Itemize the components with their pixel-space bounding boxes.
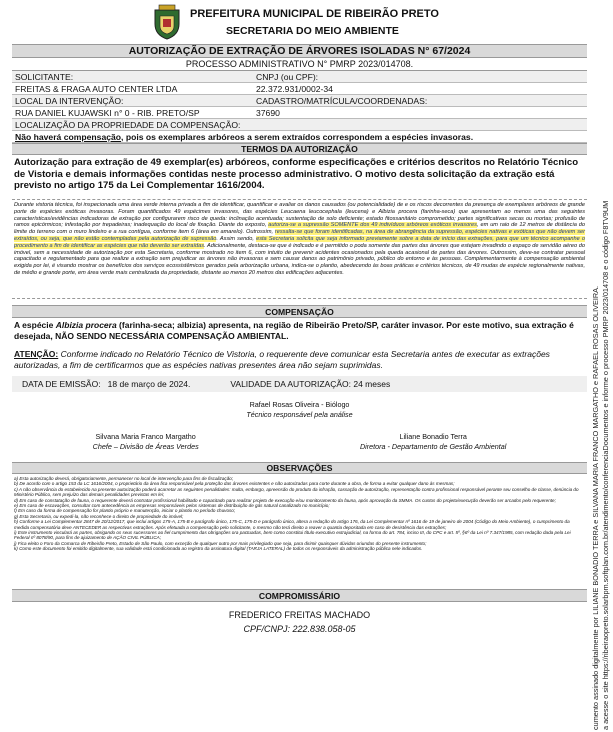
vistoria-text-4: . Adicionalmente, destaca-se que é indicado e é permitido o poda somente das partes das árvores que estejam invadindo o espaço de servidão aéreo do imóvel, sem a necessidade de autorização por esta Secretaria, conforme mostrado no item 6, com intuito de prevenir acidentes ocasionados pela queda acasional de partes das árvores. Outrossim, deve-se contratar pessoal capacitado e regulamentado para que realize a extração sem prejudicar as árvores não invasoras e sem causar danos ao patrimônio privado, público do entorno e às pessoas. Complementarmente à compensação ambiental exigida por lei, é visando mostrar os benefícios dos serviços ecossistêmicos gerados pela arborização urbana, indica-se o plantio, abedecendo às boas práticas e critérios técnicos, de 49 mudas de espécie regionalmente nativas, de médio e grande porte, em área verde mais centralizada da propriedade, distante ao menos 20 metros das edificações adjacentes. — [14, 242, 585, 276]
nao-havera-text — [12, 131, 473, 142]
vistoria-text-1: Durante vistoria técnica, foi inspecionada uma área verde interna privada a fim de identificar, quantificar e avaliar os danos causados (ou potencialidade) de e os riscos decorrentes da presença de exemplares arbóreos de grande porte de espécies exóticas invasoras. Foram quantificados 49 espécimes invasores, das espécies Leucaena leucocephala (leucena) e Albizia procera (farinha-seca) que apresentam ao menos uma das seguintes características/evidências indicadoras de extração por configurarem risco de queda: inclinação acentuada; sustentação de solo deficiente; estado fitossanitário comprometido; partes significativas secas ou mortas; profusão de ramos epicórmicos; infestação por trepadeiras; inadequação do local de fixação. Diante do exposto, — [14, 202, 585, 229]
solicitante-value: FREITAS & FRAGA AUTO CENTER LTDA — [15, 84, 178, 94]
solicitante-label: SOLICITANTE: — [15, 72, 74, 82]
technician-signature — [12, 400, 587, 426]
compensacao-pre: A espécie — [14, 320, 56, 330]
chief-name: Silvana Maria Franco Margatho — [95, 432, 196, 441]
localizacao-row — [12, 119, 587, 131]
director-role: Diretora - Departamento de Gestão Ambiental — [359, 442, 507, 451]
atencao-label: ATENÇÃO: — [14, 349, 59, 359]
observacao-item: j) Fica eleito o Foro da Comarca de Ribeirão Preto, Estado de São Paulo, com exceção de qualquer outro por mais privilegiado que seja, para dirimir quaisquer dúvidas oriundas do presente instrumento; — [14, 540, 427, 546]
chief-role: Chefe – Divisão de Áreas Verdes — [92, 442, 199, 451]
localizacao-label: LOCALIZAÇÃO DA PROPRIEDADE DA COMPENSAÇÃO: — [15, 120, 241, 130]
document-page — [12, 4, 587, 730]
emissao — [22, 379, 190, 389]
cadastro-value: 37690 — [256, 108, 280, 118]
dates-row — [12, 376, 587, 392]
director-signature — [360, 432, 506, 462]
compensacao-species: Albizia procera — [55, 320, 117, 330]
secretaria-title: SECRETARIA DO MEIO AMBIENTE — [226, 25, 399, 37]
side-text-signers: cumento assinado digitalmente por LILIANE BONADIO TERRA e SILVANA MARIA FRANCO MARGATHO e RAFAEL ROSAS OLIVEIRA. — [591, 285, 600, 730]
vistoria-text-3: . Assim sendo, — [216, 235, 254, 242]
local-value-row — [12, 107, 587, 119]
solicitante-header-row — [12, 71, 587, 83]
prefeitura-title: PREFEITURA MUNICIPAL DE RIBEIRÃO PRETO — [190, 8, 439, 20]
compromissario-title: COMPROMISSÁRIO — [12, 589, 587, 602]
observacao-item: h) Conforme a Lei Complementar 2847 de 20/12/2017, que inclui artigos 175-A, 175-B e parágrafo único, 175-C, 175-D e parágrafo único, altera a redação do artigo 176, da Lei Complementar nº 1616 de 19 de janeiro de 2004 (Código do Meio Ambiente), o cumprimento da medida compensatória deve ANTECEDER as respectivas extrações. Após efetuada a compensação pelo solicitante, o mesmo não terá direito a reaver a quantia depositada em caso de desistência das extrações; — [14, 519, 570, 530]
compensacao-post: (farinha-seca; albizia) apresenta, na região de Ribeirão Preto/SP, caráter invasor. Por este motivo, sua extração é desejada, NÃO SENDO NECESSÁRIA COMPENSAÇÃO AMBIENTAL. — [14, 320, 574, 341]
observacao-item: b) De acordo com o artigo 153 da LC 1616/2004, o proprietário da área fica responsável pela proteção das árvores existentes e não autorizadas para corte durante a obra, de forma a evitar qualquer dano às mesmas; — [14, 481, 455, 487]
digital-signature-strip — [591, 0, 610, 732]
local-value: RUA DANIEL KUJAWSKI n° 0 - RIB. PRETO/SP — [15, 108, 200, 118]
cadastro-label: CADASTRO/MATRÍCULA/COORDENADAS: — [256, 96, 428, 106]
technician-role: Técnico responsável pela análise — [246, 410, 353, 419]
compromissario-cpf: CPF/CNPJ: 222.838.058-05 — [243, 624, 356, 634]
vistoria-paragraph — [12, 200, 587, 279]
observacao-item: k) Como este documento foi emitido digitalmente, sua validade está condicionada ao registro da assinatura digital (TARJA LATERAL) de todos os responsáveis da administração pública nele indicados. — [14, 546, 423, 552]
observacao-item: a) Esta autorização deverá, obrigatoriamente, permanecer no local de intervenção para fins de fiscalização; — [14, 476, 234, 481]
technician-name: Rafael Rosas Oliveira - Biólogo — [249, 400, 350, 409]
solicitante-value-row — [12, 83, 587, 95]
atencao-text — [12, 347, 587, 373]
compensacao-text — [12, 318, 587, 344]
coat-of-arms-icon — [152, 4, 182, 40]
cnpj-value: 22.372.931/0002-34 — [256, 84, 333, 94]
compromissario-name: FREDERICO FREITAS MACHADO — [228, 610, 371, 620]
observacoes-list — [12, 474, 587, 584]
nao-havera-rest: , pois os exemplares arbóreos a serem extraídos correspondem a espécies invasoras. — [121, 132, 474, 142]
observacao-item: d) Em caso de constatação de fauna, o requerente deverá contratar profissional habilitado e capacitado para realizar projeto de execução e/ou monitoramento da fauna, após aprovação da SMMA. Os custos do projeto/execução deverão ser arcados pelo requerente; — [14, 497, 556, 503]
local-label: LOCAL DA INTERVENÇÃO: — [15, 96, 124, 106]
emissao-value: 18 de março de 2024. — [107, 379, 191, 389]
compensacao-title: COMPENSAÇÃO — [12, 305, 587, 318]
nao-havera-underlined: Não haverá compensação — [15, 132, 122, 142]
observacao-item: f) Em caso da forma de compensação for plantio próprio e manutenção, iniciar o plantio no período chuvoso; — [14, 508, 236, 514]
emissao-label: DATA DE EMISSÃO: — [22, 379, 101, 389]
compromissario-signature — [12, 608, 587, 636]
cnpj-label: CNPJ (ou CPF): — [256, 72, 319, 82]
atencao-body: Conforme indicado no Relatório Técnico de Vistoria, o requerente deve comunicar esta Secretaria antes de executar as extrações autorizadas, a fim de certificarmos que as espécies nativas presentes área não sejam suprimidas. — [14, 349, 550, 370]
document-header — [12, 4, 587, 44]
signatures-row — [12, 432, 587, 462]
observacao-item: g) Esta Secretaria, ou expedi-la, não reconhece o direito de propriedade do imóvel; — [14, 513, 184, 519]
chief-signature — [93, 432, 199, 462]
side-text-verify: a acesse o site https://ribeiraopreto.solarbpm.softplan.com.br/atendimento/conferenciaDocumentos e informe o processo PMRP 2023/014708 e o código F8TV9UM — [601, 200, 610, 730]
observacao-item: i) Este instrumento vinculará as partes, obrigando os seus sucessores ao fiel cumprimento das obrigações ora pactuadas, bem como constitui título executivo extrajudicial, na forma do art. 784, inciso III, do CPC e art. 5º, §6º da Lei nº 7.347/1985, com redação dada pela Lei Federal nº 8078/90, para fins de ajuizamento de AÇÃO CIVIL PÚBLICA; — [14, 530, 571, 541]
vistoria-highlight-3: esta Secretaria solicita que seja informado previamente sobre a data de início das extrações, para que um técnico acompanhe o procedimento a fim de identificar as espécies que não deverão ser extraídas — [14, 235, 585, 249]
local-header-row — [12, 95, 587, 107]
authorization-text: Autorização para extração de 49 exemplar(es) arbóreos, conforme especificações e critérios descritos no Relatório Técnico de Vistoria e demais informações contidas neste processo administrativo. O motivo desta solicitação da extração está previsto no artigo 175 da Lei Complementar 1616/2004. — [14, 157, 579, 191]
observacoes-title: OBSERVAÇÕES — [12, 462, 587, 474]
termos-title: TERMOS DA AUTORIZAÇÃO — [12, 143, 587, 155]
director-name: Liliane Bonadio Terra — [399, 432, 467, 441]
vistoria-highlight-1: autoriza-se a supressão SOMENTE dos 49 indivíduos arbóreos exóticos invasores — [268, 222, 477, 229]
validade: VALIDADE DA AUTORIZAÇÃO: 24 meses — [230, 379, 391, 389]
vistoria-text-2: , em um raio de 12 metros de distância do limite do terreno com o muro lindeiro e a rua contígua, conforme item 6 (área em amarelo). Outrossim, — [14, 222, 585, 236]
observacao-item: c) A não observância do estabelecido na presente autorização poderá acarretar as seguintes penalidades: multa, embargo, apreensão do produto da infração, cassação de autorização, representação contra profissional responsável perante seu conselho de classe, denúncia do Ministério Público, sem prejuízo das demais penalidades previstas em lei; — [14, 486, 579, 498]
observacao-item: e) Em caso de escavações, consultar com antecedência as empresas responsáveis pelos sistemas de distribuição de gás natural canalizado no município; — [14, 503, 330, 509]
vistoria-section — [12, 199, 587, 299]
processo-number: PROCESSO ADMINISTRATIVO N° PMRP 2023/014708. — [12, 58, 587, 71]
document-title: AUTORIZAÇÃO DE EXTRAÇÃO DE ÁRVORES ISOLADAS N° 67/2024 — [12, 44, 587, 58]
nao-havera-row — [12, 131, 587, 143]
vistoria-highlight-2: ressalta-se que foram identificadas, na área de abrangência da supressão, espécies nativas e exóticas que não devem ser extraídos, ou seja, que não estão contempladas pela autorização de supressão — [14, 229, 585, 242]
